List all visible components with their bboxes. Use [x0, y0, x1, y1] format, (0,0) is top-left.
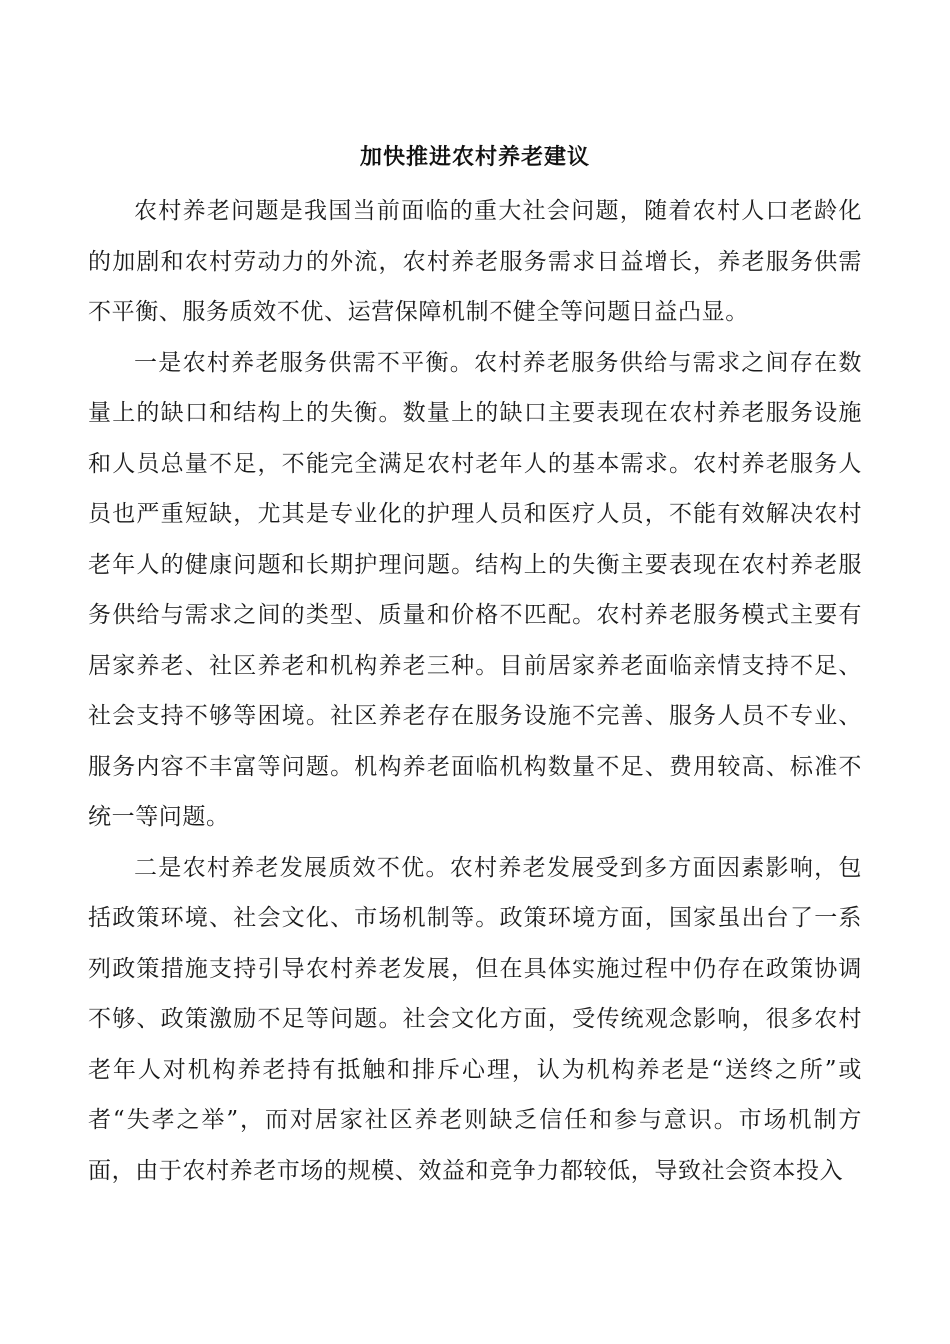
paragraph-quality: 二是农村养老发展质效不优。农村养老发展受到多方面因素影响，包括政策环境、社会文化、市场机制等。政策环境方面，国家虽出台了一系列政策措施支持引导农村养老发展，但在具体实施过程中仍存在政策协调不够、政策激励不足等问题。社会文化方面，受传统观念影响，很多农村老年人对机构养老持有抵触和排斥心理，认为机构养老是“送终之所”或者“失孝之举”，而对居家社区养老则缺乏信任和参与意识。市场机制方面，由于农村养老市场的规模、效益和竞争力都较低，导致社会资本投入: [88, 854, 862, 1184]
document-title: 加快推进农村养老建议: [359, 144, 590, 170]
paragraph-supply-demand: 一是农村养老服务供需不平衡。农村养老服务供给与需求之间存在数量上的缺口和结构上的失衡。数量上的缺口主要表现在农村养老服务设施和人员总量不足，不能完全满足农村老年人的基本需求。农村养老服务人员也严重短缺，尤其是专业化的护理人员和医疗人员，不能有效解决农村老年人的健康问题和长期护理问题。结构上的失衡主要表现在农村养老服务供给与需求之间的类型、质量和价格不匹配。农村养老服务模式主要有居家养老、社区养老和机构养老三种。目前居家养老面临亲情支持不足、社会支持不够等困境。社区养老存在服务设施不完善、服务人员不专业、服务内容不丰富等问题。机构养老面临机构数量不足、费用较高、标准不统一等问题。: [88, 349, 862, 830]
paragraph-intro: 农村养老问题是我国当前面临的重大社会问题，随着农村人口老龄化的加剧和农村劳动力的外流，农村养老服务需求日益增长，养老服务供需不平衡、服务质效不优、运营保障机制不健全等问题日益凸显。: [88, 198, 862, 325]
document-body: [88, 186, 862, 1196]
